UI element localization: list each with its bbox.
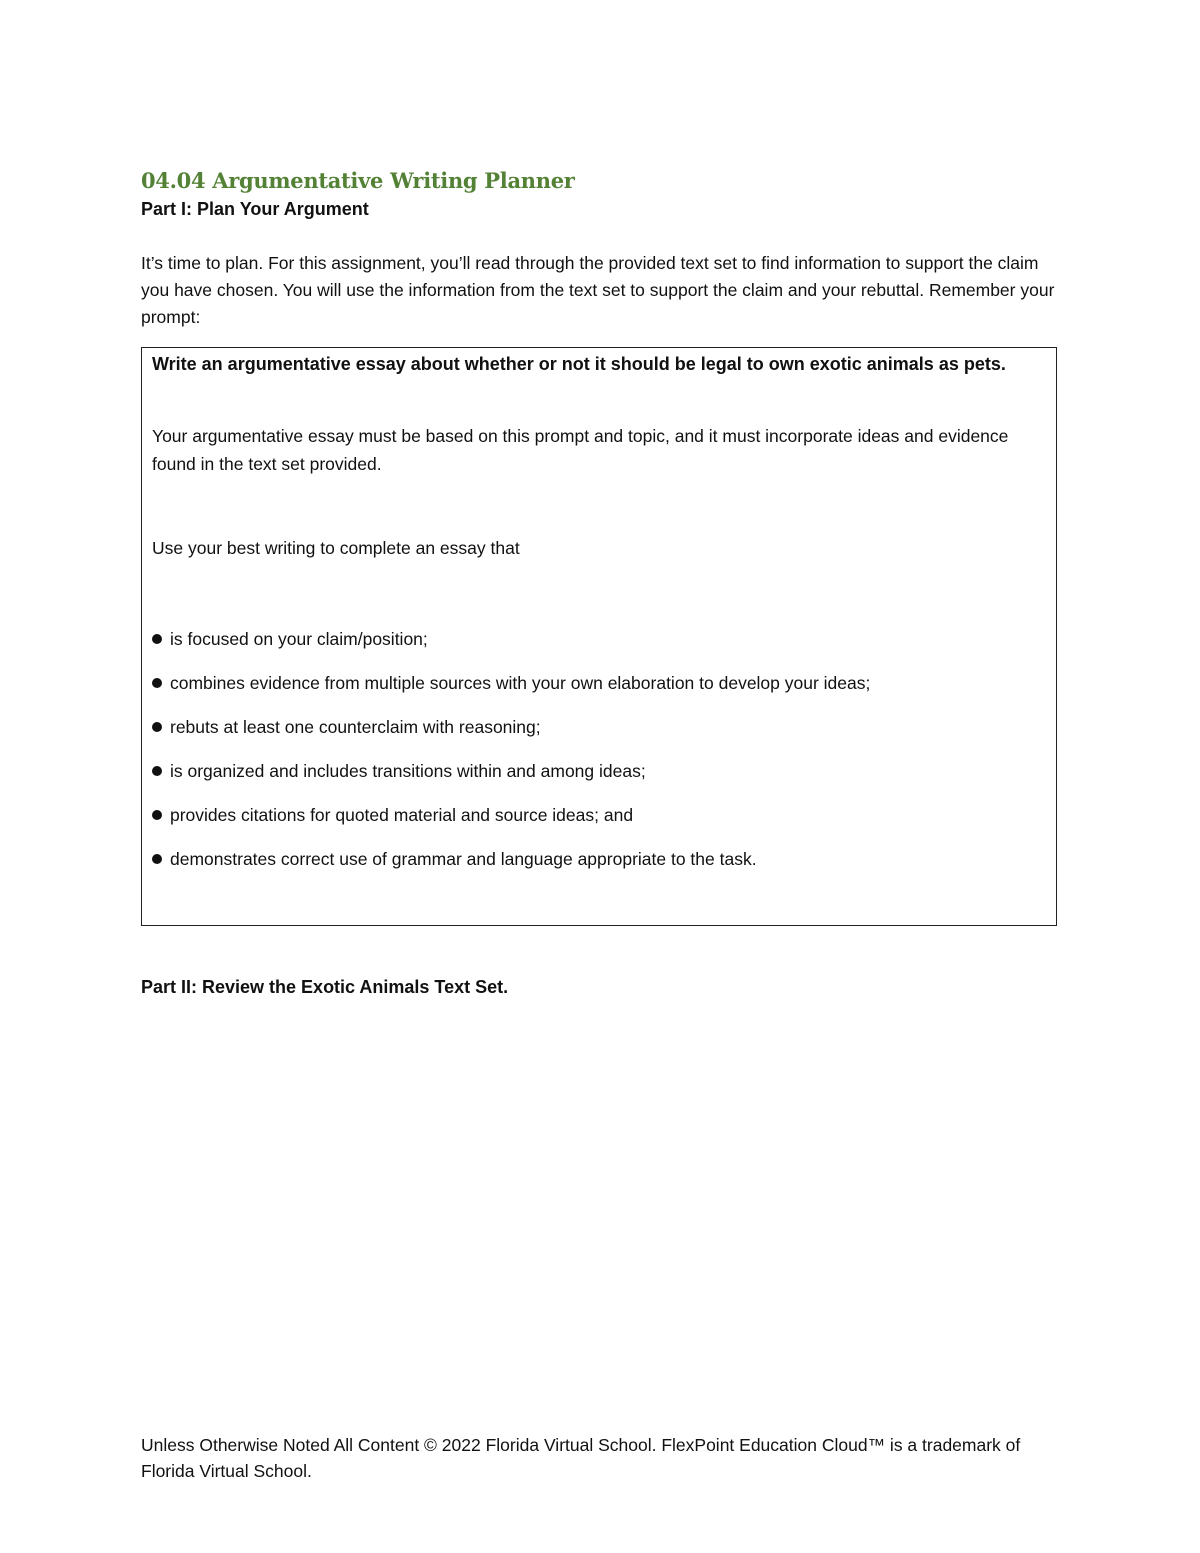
list-item-text: is organized and includes transitions within and among ideas; <box>170 761 646 781</box>
copyright-footer: Unless Otherwise Noted All Content © 2022 Florida Virtual School. FlexPoint Education Cloud™ is a trademark of Florida Virtual School. <box>141 1435 1021 1481</box>
list-item-text: provides citations for quoted material and source ideas; and <box>170 805 634 825</box>
list-item-text: is focused on your claim/position; <box>170 629 428 649</box>
bullet-icon <box>152 854 162 864</box>
prompt-box <box>141 347 1057 926</box>
list-item-text: rebuts at least one counterclaim with reasoning; <box>170 717 541 737</box>
list-item <box>152 715 1052 759</box>
bullet-icon <box>152 722 162 732</box>
list-item <box>152 759 1052 803</box>
prompt-body: Your argumentative essay must be based on this prompt and topic, and it must incorporate ideas and evidence found in the text set provided. <box>152 426 1009 474</box>
prompt-use-line: Use your best writing to complete an essay that <box>152 538 520 558</box>
list-item-text: combines evidence from multiple sources with your own elaboration to develop your ideas; <box>170 673 871 693</box>
intro-paragraph: It’s time to plan. For this assignment, you’ll read through the provided text set to find information to support the claim you have chosen. You will use the information from the text set to support the claim and your rebuttal. Remember your prompt: <box>141 253 1055 327</box>
requirements-list <box>152 627 1052 891</box>
bullet-icon <box>152 634 162 644</box>
bullet-icon <box>152 766 162 776</box>
list-item <box>152 847 1052 891</box>
list-item <box>152 803 1052 847</box>
part-one-heading: Part I: Plan Your Argument <box>141 199 369 219</box>
part-two-heading: Part II: Review the Exotic Animals Text Set. <box>141 977 509 997</box>
list-item <box>152 671 1052 715</box>
prompt-heading: Write an argumentative essay about whether or not it should be legal to own exotic animals as pets. <box>152 354 1006 374</box>
bullet-icon <box>152 678 162 688</box>
list-item-text: demonstrates correct use of grammar and language appropriate to the task. <box>170 849 757 869</box>
page-title: 04.04 Argumentative Writing Planner <box>141 168 575 193</box>
bullet-icon <box>152 810 162 820</box>
list-item <box>152 627 1052 671</box>
